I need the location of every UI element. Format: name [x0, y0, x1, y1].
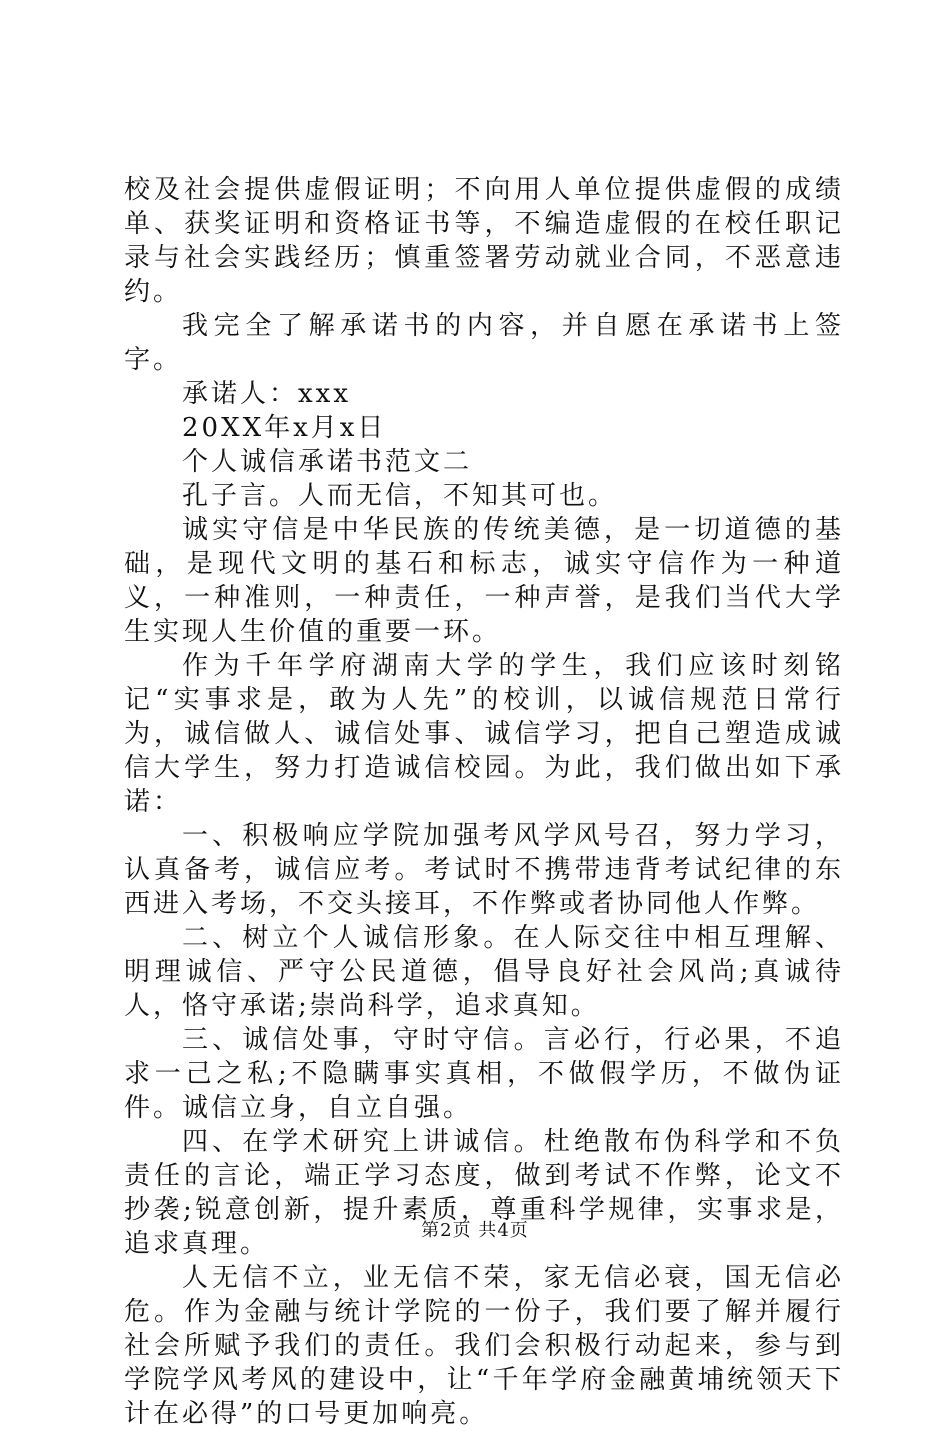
pledge-item-3: 三、诚信处事，守时守信。言必行，行必果，不追求一己之私;不隐瞒事实真相，不做假学历，不做伪证件。诚信立身，自立自强。 — [124, 1025, 844, 1123]
signer-line: 承诺人：xxx — [182, 379, 351, 409]
pledge-item-1: 一、积极响应学院加强考风学风号召，努力学习，认真备考，诚信应考。考试时不携带违背考试纪律的东西进入考场，不交头接耳，不作弊或者协同他人作弊。 — [124, 821, 844, 919]
paragraph-quote: 孔子言。人而无信，不知其可也。 — [182, 481, 618, 511]
paragraph-consent: 我完全了解承诺书的内容，并自愿在承诺书上签字。 — [124, 311, 844, 375]
pledge-item-2: 二、树立个人诚信形象。在人际交往中相互理解、明理诚信、严守公民道德，倡导良好社会风尚;真诚待人，恪守承诺;崇尚科学，追求真知。 — [124, 923, 844, 1021]
page-footer: 第2页 共4页 — [421, 1220, 529, 1241]
paragraph-conclusion: 人无信不立，业无信不荣，家无信必衰，国无信必危。作为金融与统计学院的一份子，我们要了解并履行社会所赋予我们的责任。我们会积极行动起来，参与到学院学风考风的建设中，让“千年学府金融黄埔统领天下计在必得”的口号更加响亮。 — [124, 1263, 844, 1429]
paragraph-honesty: 诚实守信是中华民族的传统美德，是一切道德的基础，是现代文明的基石和标志，诚实守信作为一种道义，一种准则，一种责任，一种声誉，是我们当代大学生实现人生价值的重要一环。 — [124, 515, 844, 647]
section-title: 个人诚信承诺书范文二 — [182, 447, 473, 477]
pledge-item-4: 四、在学术研究上讲诚信。杜绝散布伪科学和不负责任的言论，端正学习态度，做到考试不作弊，论文不抄袭;锐意创新，提升素质，尊重科学规律，实事求是，追求真理。 — [124, 1127, 844, 1259]
paragraph-school-motto: 作为千年学府湖南大学的学生，我们应该时刻铭记“实事求是，敢为人先”的校训，以诚信规范日常行为，诚信做人、诚信处事、诚信学习，把自己塑造成诚信大学生，努力打造诚信校园。为此，我们做出如下承诺： — [124, 651, 844, 817]
paragraph-continuation: 校及社会提供虚假证明；不向用人单位提供虚假的成绩单、获奖证明和资格证书等，不编造虚假的在校任职记录与社会实践经历；慎重签署劳动就业合同，不恶意违约。 — [124, 175, 844, 307]
date-line: 20XX年x月x日 — [182, 413, 387, 443]
